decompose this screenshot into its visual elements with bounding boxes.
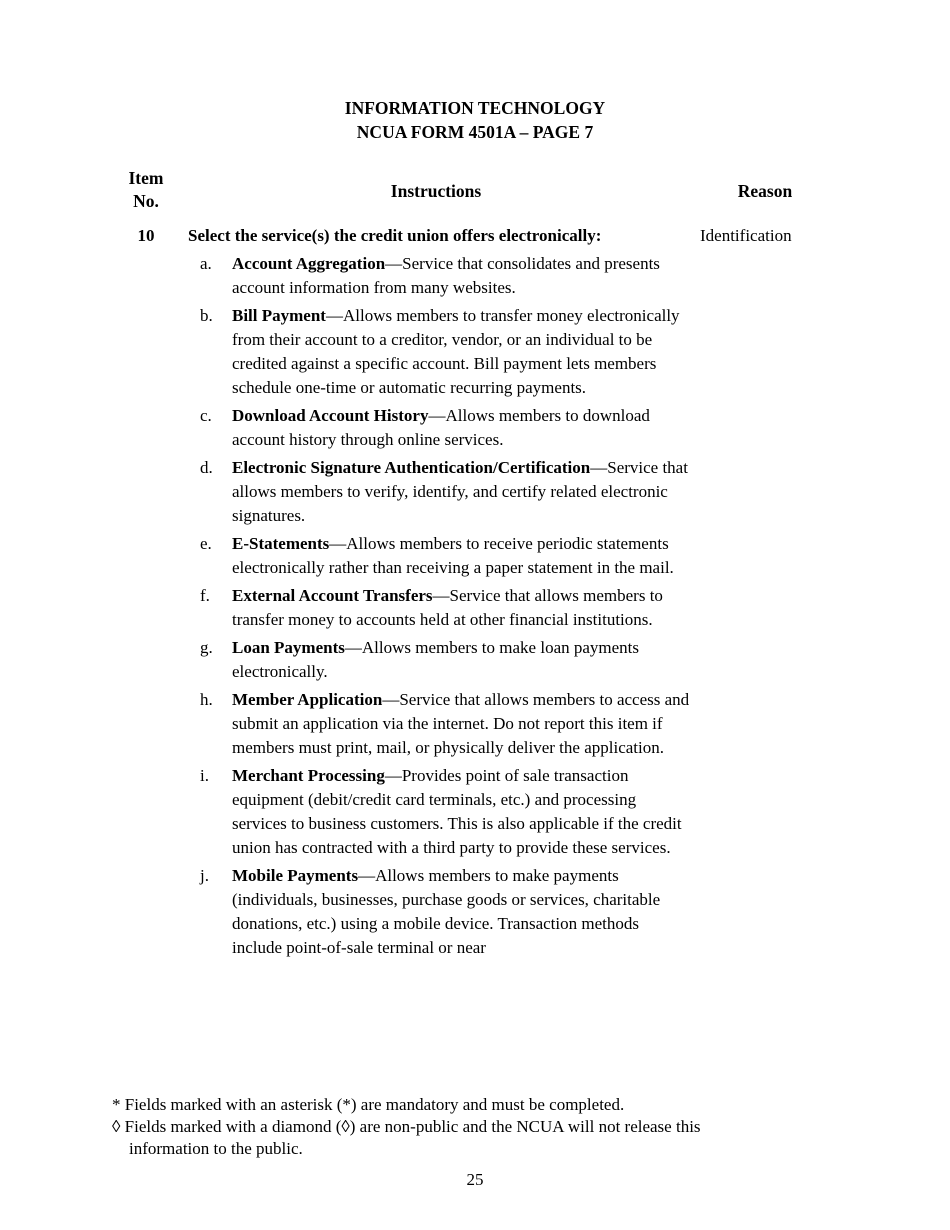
title-line-2: NCUA FORM 4501A – PAGE 7 [356,122,594,142]
row-item-number: 10 [137,226,155,245]
footnote-diamond-continued: information to the public. [129,1139,303,1158]
item-description: —Allows members to make loan payments electronically. [232,638,640,681]
list-item [200,688,690,760]
item-letter: b. [200,306,213,325]
item-text [232,456,690,528]
item-letter: d. [200,458,213,477]
item-description: —Service that allows members to verify, identify, and certify related electronic signatures. [232,458,688,525]
item-letter: e. [200,534,212,553]
item-letter: c. [200,406,212,425]
item-description: —Service that allows members to transfer money to accounts held at other financial institutions. [232,586,663,629]
item-text [232,636,690,684]
list-item [200,456,690,528]
list-item [200,532,690,580]
item-term: External Account Transfers [232,586,433,605]
footnotes [112,1094,832,1160]
column-header-instructions: Instructions [390,181,482,201]
list-item [200,764,690,860]
item-term: Mobile Payments [232,866,359,885]
item-text [232,252,690,300]
service-list [200,252,690,964]
item-text [232,532,690,580]
item-text [232,688,690,760]
item-description: —Allows members to download account history through online services. [232,406,650,449]
item-text [232,404,690,452]
footnote-diamond: ◊ Fields marked with a diamond (◊) are non-public and the NCUA will not release this [112,1117,701,1136]
item-text [232,584,690,632]
item-letter: f. [200,586,210,605]
item-text [232,864,690,960]
list-item [200,636,690,684]
item-letter: j. [200,866,209,885]
item-description: —Service that consolidates and presents account information from many websites. [232,254,660,297]
list-item [200,252,690,300]
item-text [232,764,690,860]
item-term: Member Application [232,690,383,709]
item-term: Merchant Processing [232,766,385,785]
item-term: Bill Payment [232,306,326,325]
column-header-reason: Reason [737,181,793,201]
item-term: Electronic Signature Authentication/Certification [232,458,591,477]
page-number: 25 [466,1170,484,1189]
row-instruction-title: Select the service(s) the credit union offers electronically: [188,226,602,245]
item-letter: h. [200,690,213,709]
footnote-asterisk: * Fields marked with an asterisk (*) are mandatory and must be completed. [112,1095,625,1114]
item-term: Account Aggregation [232,254,386,273]
title-line-1: INFORMATION TECHNOLOGY [344,98,606,118]
item-description: —Provides point of sale transaction equipment (debit/credit card terminals, etc.) and processing services to business customers. This is also applicable if the credit union has contracted with a third party to provide these services. [232,766,682,857]
row-reason: Identification [700,226,792,245]
list-item [200,304,690,400]
item-term: Loan Payments [232,638,345,657]
item-text [232,304,690,400]
item-letter: i. [200,766,209,785]
list-item [200,404,690,452]
column-header-item-line1: Item [128,168,164,188]
column-header-item-line2: No. [133,191,159,211]
item-description: —Allows members to make payments (individuals, businesses, purchase goods or services, charitable donations, etc.) using a mobile device. Transaction methods include point-of-sale terminal or near [232,866,661,957]
item-term: Download Account History [232,406,429,425]
item-term: E-Statements [232,534,330,553]
item-description: —Allows members to receive periodic statements electronically rather than receiving a paper statement in the mail. [232,534,674,577]
page-title [0,96,950,144]
item-description: —Allows members to transfer money electronically from their account to a creditor, vendor, or an individual to be credited against a specific account. Bill payment lets members schedule one-time or automatic recurring payments. [232,306,680,397]
list-item [200,864,690,960]
item-letter: a. [200,254,212,273]
item-description: —Service that allows members to access and submit an application via the internet. Do not report this item if members must print, mail, or physically deliver the application. [232,690,690,757]
list-item [200,584,690,632]
item-letter: g. [200,638,213,657]
column-header-item-no [112,167,180,213]
